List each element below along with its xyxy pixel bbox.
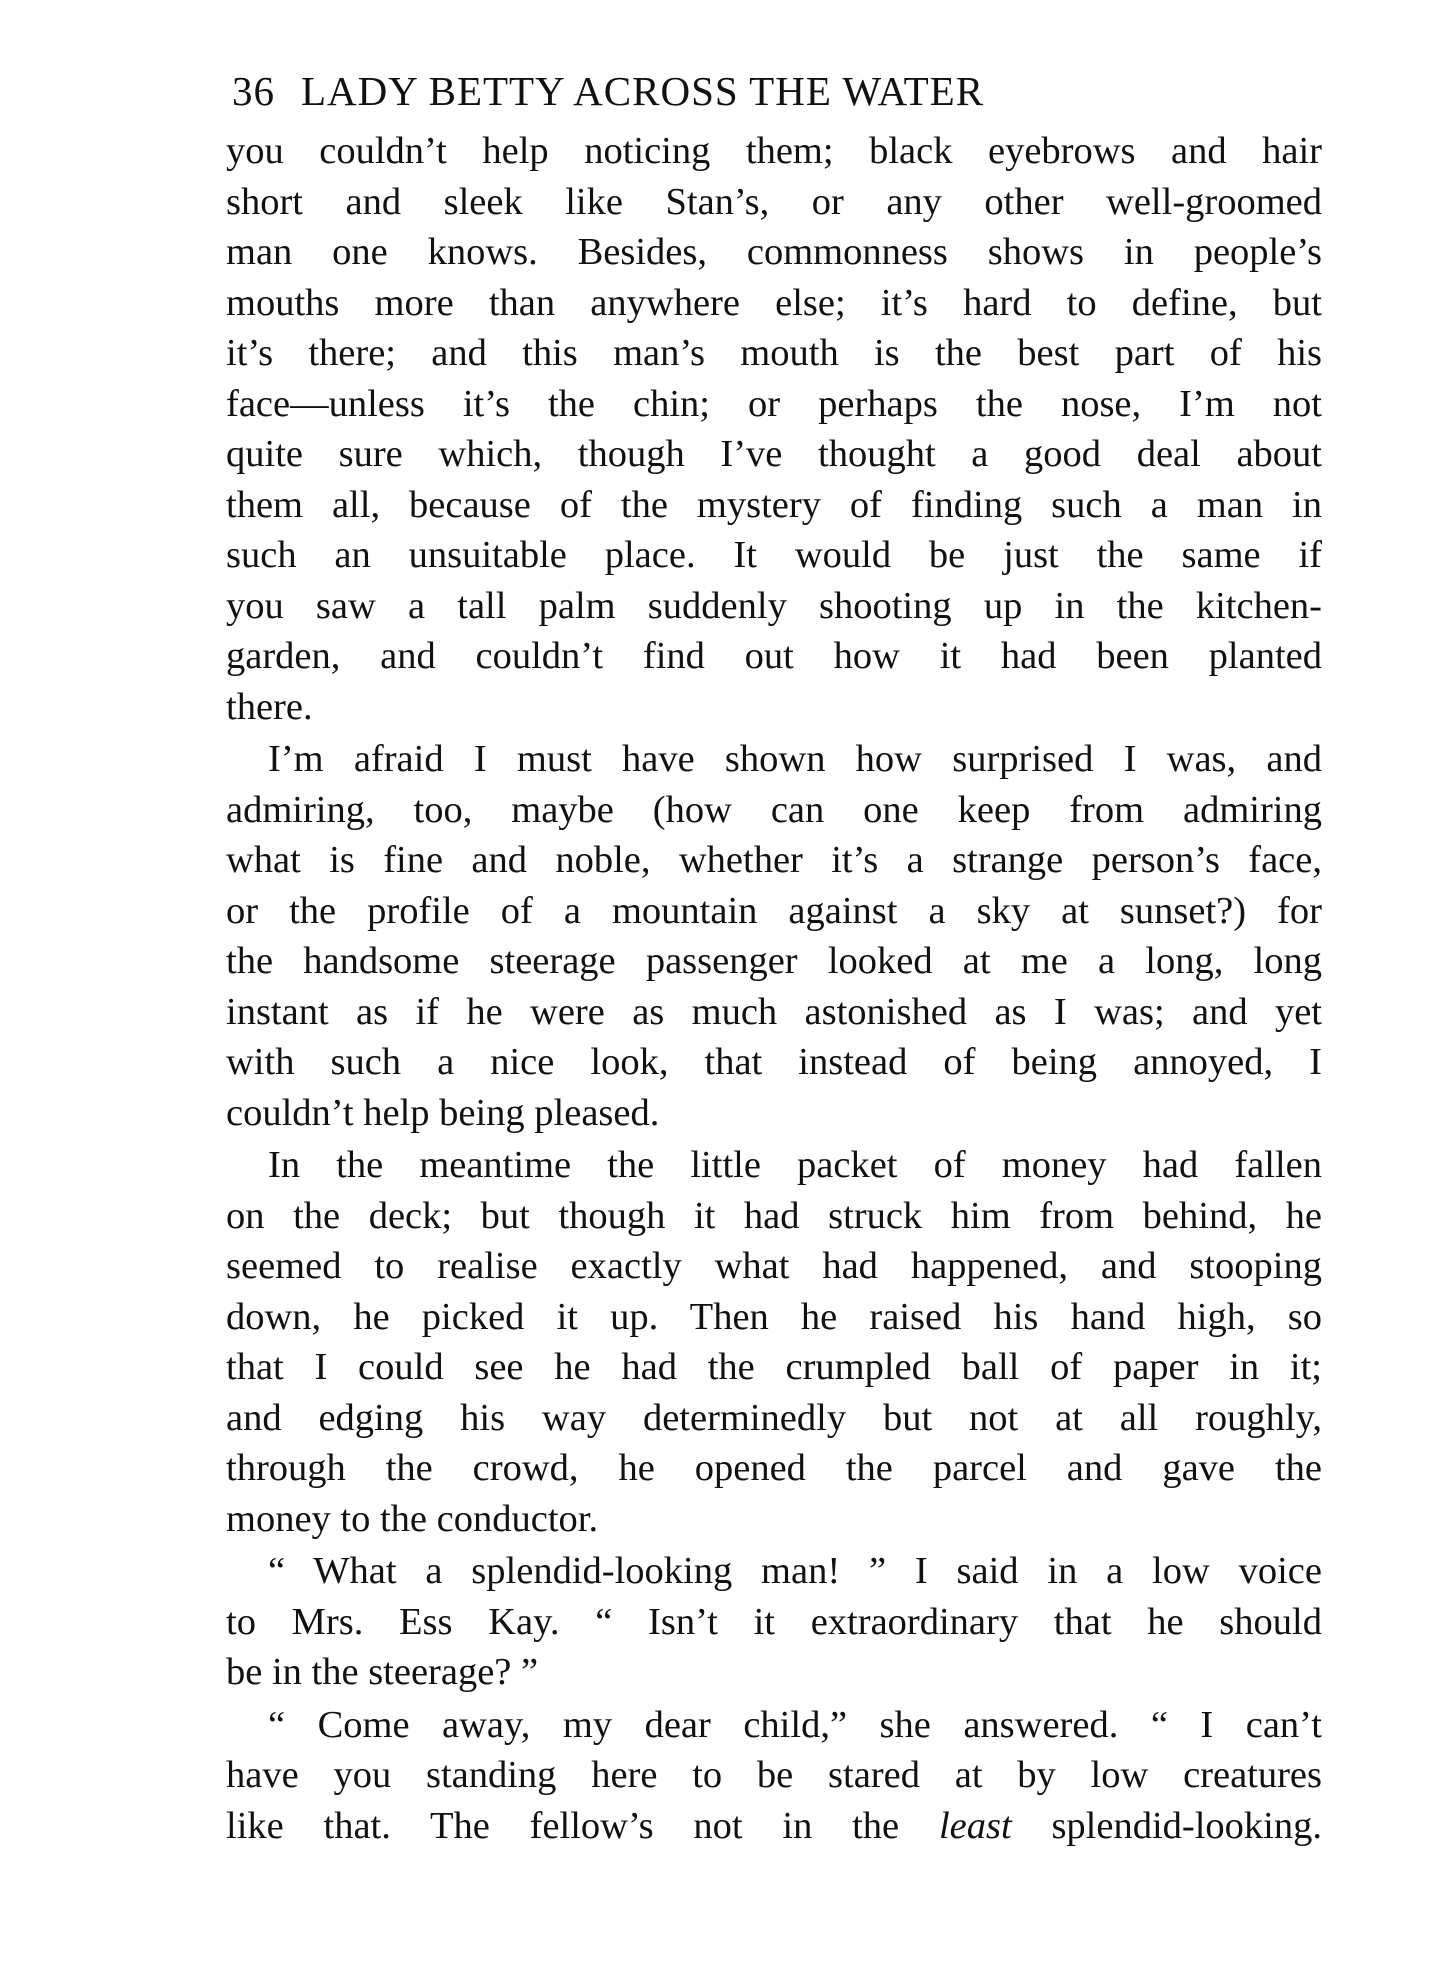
text-line: couldn’t help being pleased. [226, 1091, 660, 1134]
text-line: it’s there; and this man’s mouth is the best part of his [226, 332, 1322, 374]
text-line: be in the steerage? ” [226, 1651, 539, 1693]
text-line: to Mrs. Ess Kay. “ Isn’t it extraordinary that he should [226, 1600, 1322, 1643]
text-line: down, he picked it up. Then he raised his hand high, so [226, 1295, 1322, 1338]
paragraph-first-line: “ What a splendid-looking man! ” I said in a low voice [268, 1550, 1322, 1592]
text-line: short and sleek like Stan’s, or any other well-groomed [226, 180, 1322, 223]
text-line: the handsome steerage passenger looked at me a long, long [226, 940, 1322, 982]
text-line: there. [226, 685, 313, 728]
text-line: face—unless it’s the chin; or perhaps the nose, I’m not [226, 382, 1322, 425]
text-line: seemed to realise exactly what had happened, and stooping [226, 1245, 1322, 1287]
text-line: quite sure which, though I’ve thought a good deal about [226, 433, 1322, 475]
text-line: that I could see he had the crumpled ball of paper in it; [226, 1346, 1322, 1388]
text-line: through the crowd, he opened the parcel and gave the [226, 1447, 1322, 1489]
text-line: man one knows. Besides, commonness shows in people’s [226, 231, 1322, 273]
text-line: or the profile of a mountain against a sky at sunset?) for [226, 889, 1322, 932]
text-line: what is fine and noble, whether it’s a strange person’s face, [226, 839, 1322, 881]
text-line: admiring, too, maybe (how can one keep from admiring [226, 788, 1322, 831]
text-line: such an unsuitable place. It would be just the same if [226, 534, 1322, 576]
final-line-start: like that. The fellow’s not in the [226, 1804, 900, 1847]
book-page [226, 62, 1322, 1851]
text-line: have you standing here to be stared at by low creatures [226, 1754, 1322, 1796]
text-line: garden, and couldn’t find out how it had been planted [226, 635, 1322, 677]
text-line: you saw a tall palm suddenly shooting up in the kitchen- [226, 584, 1322, 627]
paragraph-first-line: “ Come away, my dear child,” she answered. “ I can’t [268, 1703, 1322, 1746]
paragraph-first-line: In the meantime the little packet of money had fallen [268, 1144, 1322, 1186]
emphasis-least: least [938, 1804, 1012, 1847]
text-line-final [226, 1801, 1322, 1852]
text-line: mouths more than anywhere else; it’s hard to define, but [226, 281, 1322, 324]
final-line-end: splendid-looking. [1051, 1804, 1322, 1847]
text-line: money to the conductor. [226, 1497, 599, 1540]
body-text [226, 126, 1322, 1851]
text-line: with such a nice look, that instead of being annoyed, I [226, 1041, 1322, 1083]
text-line: on the deck; but though it had struck him from behind, he [226, 1194, 1322, 1237]
text-line: them all, because of the mystery of finding such a man in [226, 483, 1322, 526]
text-line: you couldn’t help noticing them; black eyebrows and hair [226, 130, 1322, 172]
page-number: 36 [232, 68, 275, 114]
running-head [226, 62, 1322, 120]
text-line: and edging his way determinedly but not at all roughly, [226, 1396, 1322, 1439]
paragraph-first-line: I’m afraid I must have shown how surprised I was, and [268, 738, 1322, 780]
text-line: instant as if he were as much astonished as I was; and yet [226, 990, 1322, 1033]
running-title: LADY BETTY ACROSS THE WATER [301, 68, 985, 114]
